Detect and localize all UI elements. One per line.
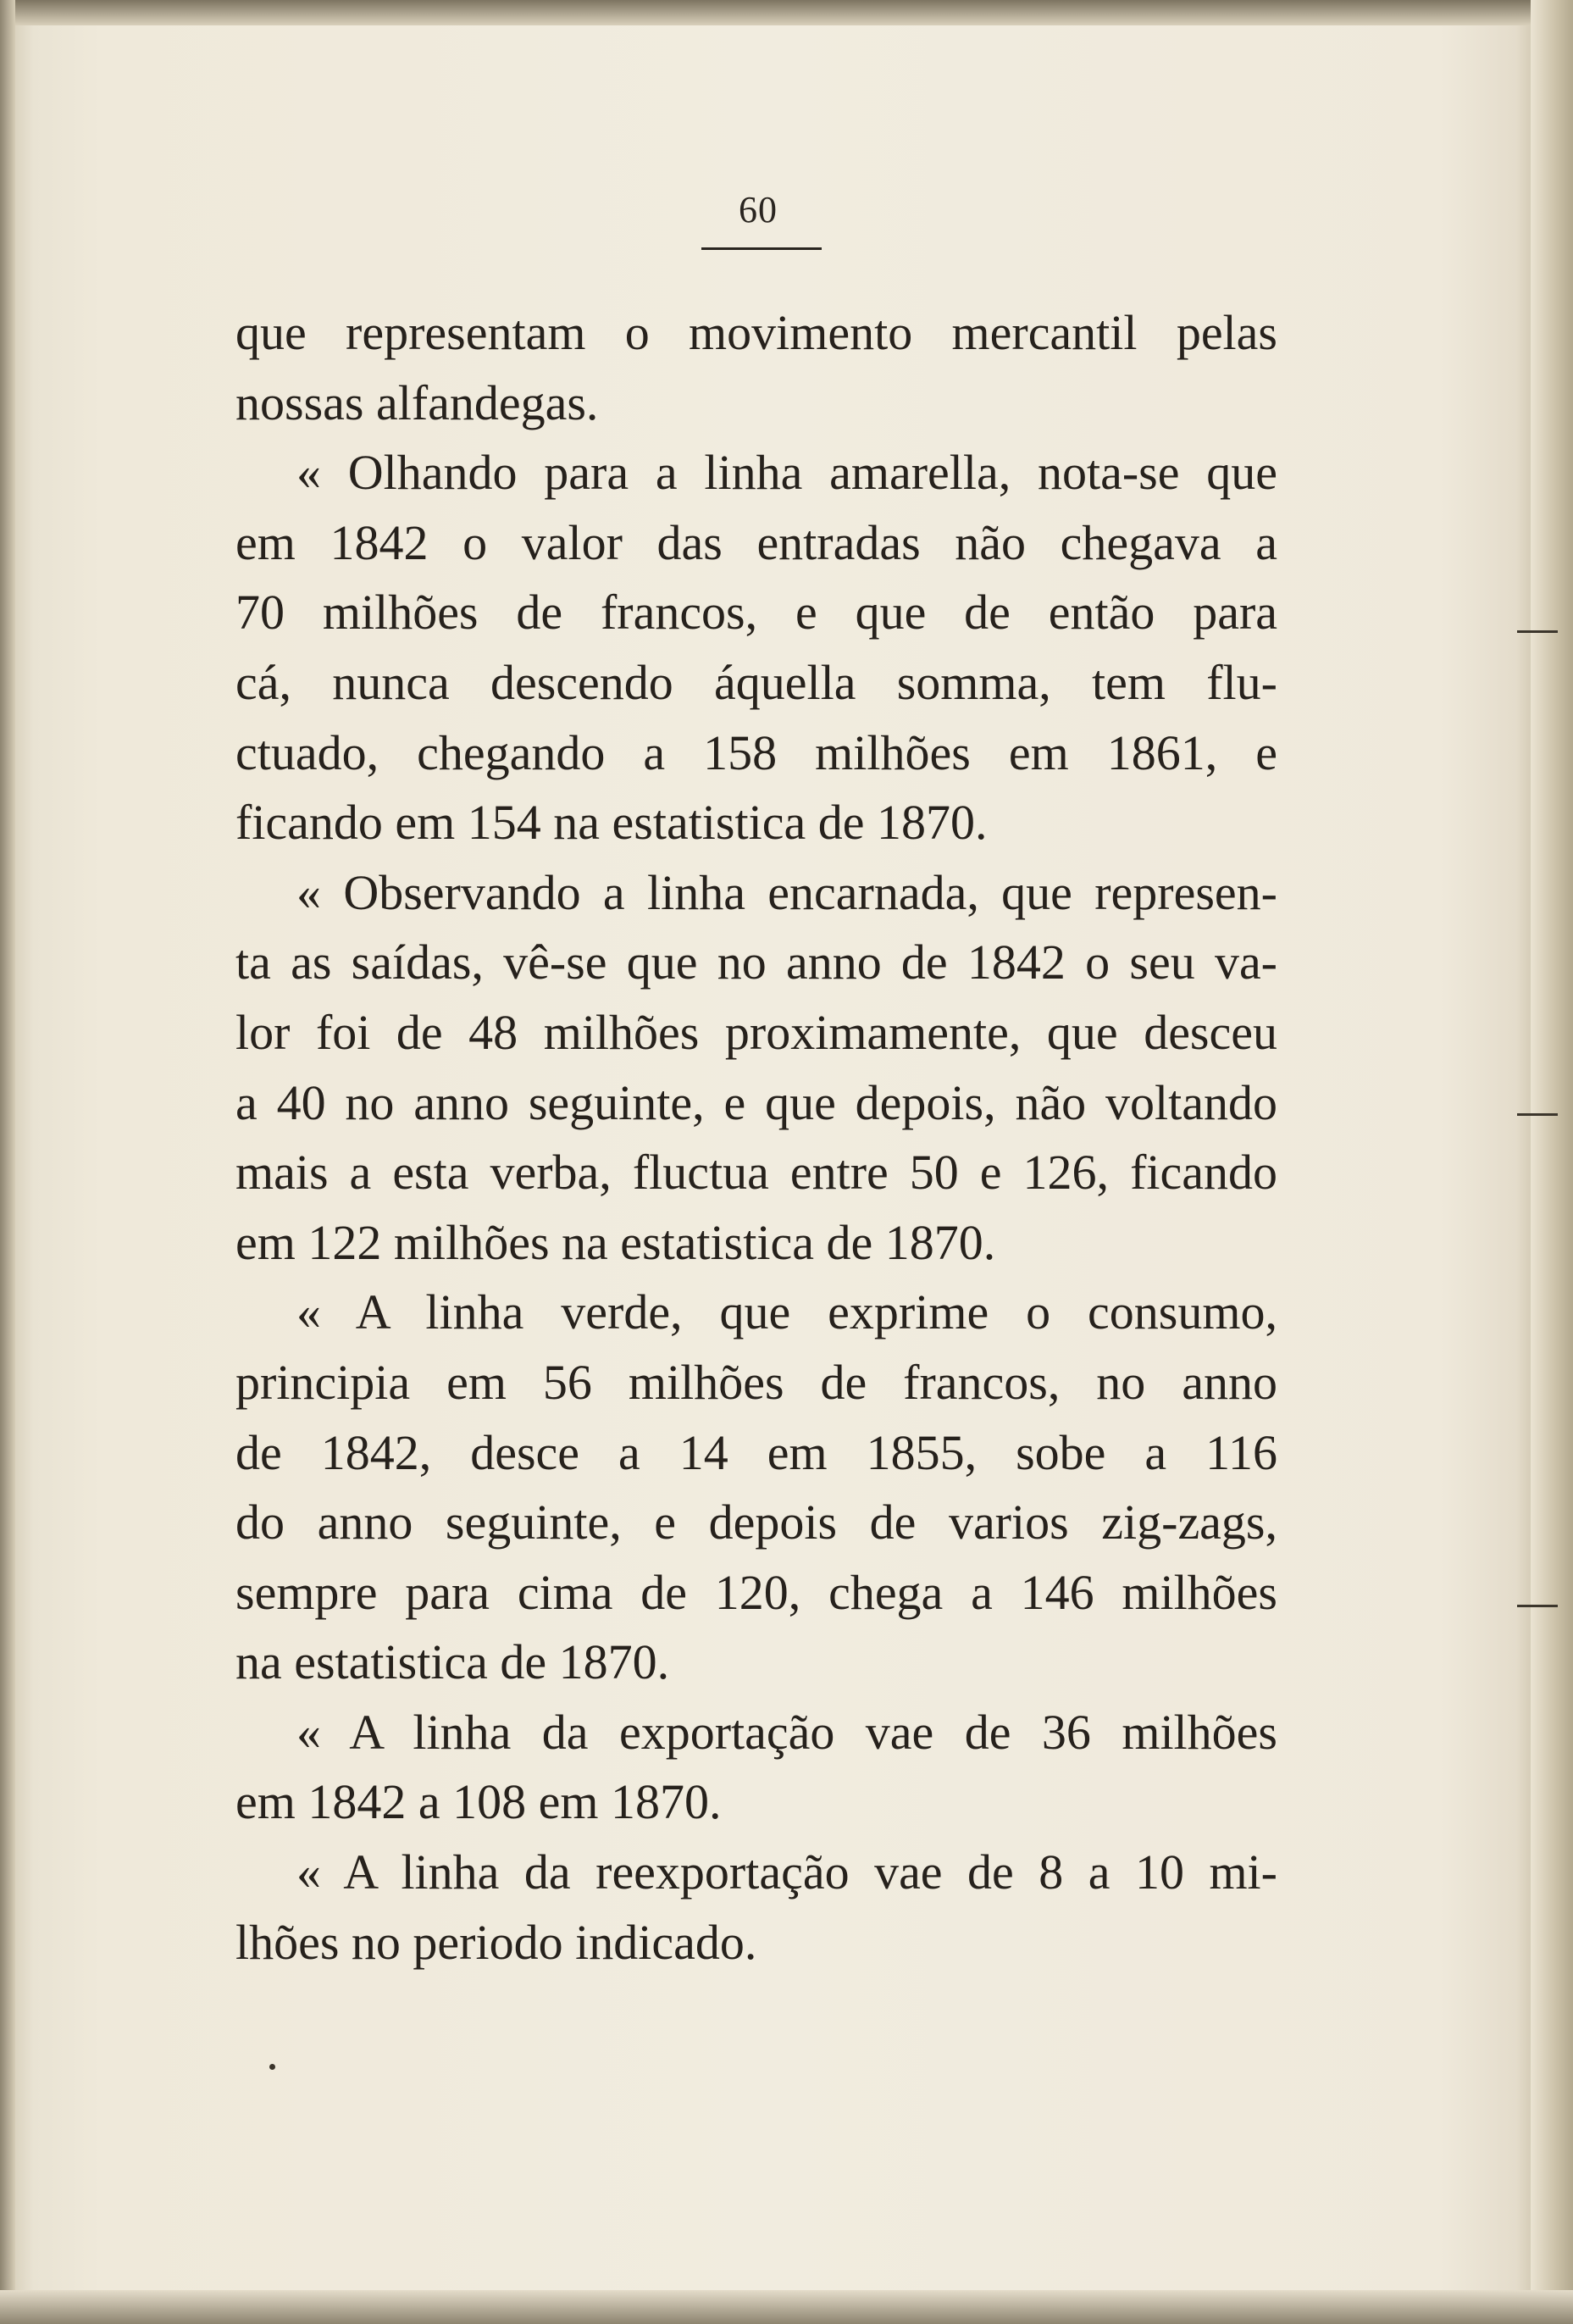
text-line: sempre para cima de 120, chega a 146 milhões [235,1564,1277,1620]
text-line: a 40 no anno seguinte, e que depois, não voltando [235,1074,1277,1130]
text-line: lhões no periodo indicado. [235,1914,757,1970]
text-line: lor foi de 48 milhões proximamente, que desceu [235,1004,1277,1060]
margin-tick-mark [1517,630,1558,633]
right-page-edge [1531,0,1573,2324]
page-number-rule [701,247,822,250]
text-line: « A linha da exportação vae de 36 milhões [296,1704,1277,1760]
margin-tick-mark [1517,1113,1558,1116]
page-number: 60 [739,189,778,230]
text-line: ta as saídas, vê-se que no anno de 1842 o seu va- [235,935,1277,990]
text-line: « A linha verde, que exprime o consumo, [296,1284,1277,1340]
ink-speck [269,2064,275,2070]
text-line: em 122 milhões na estatistica de 1870. [235,1214,996,1270]
text-line: principia em 56 milhões de francos, no anno [235,1354,1277,1410]
text-line: mais a esta verba, fluctua entre 50 e 126, ficando [235,1145,1277,1201]
text-line: 70 milhões de francos, e que de então para [235,585,1277,641]
top-page-edge [0,0,1573,25]
text-line: na estatistica de 1870. [235,1634,670,1690]
text-line: ficando em 154 na estatistica de 1870. [235,795,988,851]
text-line: do anno seguinte, e depois de varios zig-zags, [235,1495,1277,1550]
text-line: que representam o movimento mercantil pelas [235,305,1277,360]
text-line: nossas alfandegas. [235,374,599,430]
text-line: « A linha da reexportação vae de 8 a 10 mi- [296,1844,1277,1900]
left-page-edge [0,0,15,2324]
margin-tick-mark [1517,1605,1558,1607]
text-line: « Olhando para a linha amarella, nota-se que [296,445,1277,501]
body-text [235,298,1277,1977]
text-line: de 1842, desce a 14 em 1855, sobe a 116 [235,1424,1277,1480]
text-line: « Observando a linha encarnada, que represen- [296,864,1277,920]
text-line: ctuado, chegando a 158 milhões em 1861, e [235,724,1277,780]
text-line: cá, nunca descendo áquella somma, tem flu- [235,654,1277,710]
text-line: em 1842 o valor das entradas não chegava a [235,514,1277,570]
bottom-page-edge [0,2290,1573,2324]
text-line: em 1842 a 108 em 1870. [235,1774,722,1830]
